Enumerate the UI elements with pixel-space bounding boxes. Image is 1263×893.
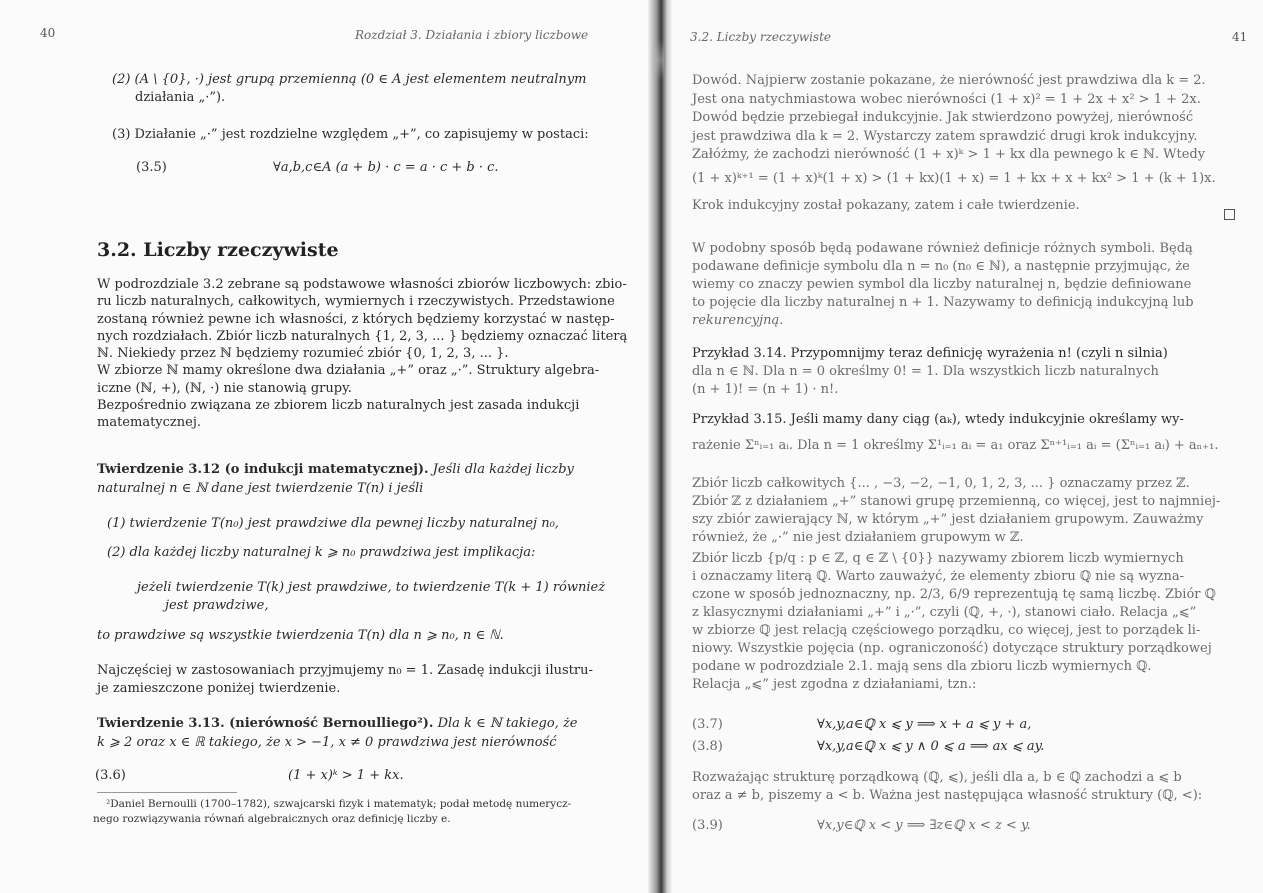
eq-3-7-number: (3.7) [692, 717, 723, 732]
running-header-left: Rozdział 3. Działania i zbiory liczbowe [355, 28, 589, 42]
after-theorem-line: je zamieszczone poniżej twierdzenie. [97, 681, 341, 696]
definitions-line: W podobny sposób będą podawane również definicje różnych symboli. Będą [692, 241, 1193, 256]
proof-line: jest prawdziwa dla k = 2. Wystarczy zatem sprawdzić drugi krok indukcyjny. [692, 128, 1198, 144]
footnote-line: nego rozwiązywania równań algebraicznych oraz definicję liczby e. [93, 813, 451, 825]
item-3: (3) Działanie „·” jest rozdzielne względem „+”, co zapisujemy w postaci: [112, 127, 589, 142]
theorem-3-12-title: Twierdzenie 3.12 (o indukcji matematycznej). [97, 462, 429, 477]
definitions-line: podawane definicje symbolu dla n = n₀ (n₀ ∈ ℕ), a następnie przyjmując, że [692, 259, 1190, 274]
order-line: Rozważając strukturę porządkową (ℚ, ⩽), jeśli dla a, b ∈ ℚ zachodzi a ⩽ b [692, 770, 1182, 785]
example-3-14-line: dla n ∈ ℕ. Dla n = 0 określmy 0! = 1. Dla wszystkich liczb naturalnych [692, 364, 1159, 379]
rationals-line: Zbiór liczb {p/q : p ∈ ℤ, q ∈ ℤ \ {0}} nazywamy zbiorem liczb wymiernych [692, 551, 1184, 566]
theorem-3-12-condition-2: (2) dla każdej liczby naturalnej k ⩾ n₀ prawdziwa jest implikacja: [107, 545, 536, 560]
theorem-3-12-implication-cont: jest prawdziwe, [165, 598, 269, 613]
intro-line: W zbiorze ℕ mamy określone dwa działania „+” oraz „·”. Struktury algebra- [97, 363, 600, 379]
theorem-3-12-line2: naturalnej n ∈ ℕ dane jest twierdzenie T(n) i jeśli [97, 481, 424, 496]
page-number-right: 41 [1232, 30, 1248, 44]
book-gutter [648, 0, 672, 893]
eq-3-9-number: (3.9) [692, 818, 723, 833]
qed-square-icon [1224, 209, 1235, 220]
theorem-3-12-implication: jeżeli twierdzenie T(k) jest prawdziwe, to twierdzenie T(k + 1) również [137, 580, 606, 595]
example-3-15 [692, 407, 1219, 459]
after-theorem-line: Najczęściej w zastosowaniach przyjmujemy n₀ = 1. Zasadę indukcji ilustru- [97, 663, 593, 678]
rationals-line: niowy. Wszystkie pojęcia (np. ograniczoność) dotyczące struktury porządkowej [692, 641, 1212, 656]
theorem-3-12-conclusion: to prawdziwe są wszystkie twierdzenia T(n) dla n ⩾ n₀, n ∈ ℕ. [97, 628, 504, 643]
rationals-line: w zbiorze ℚ jest relacją częściowego porządku, co więcej, jest to porządek li- [692, 623, 1201, 638]
example-3-14-line: (n + 1)! = (n + 1) · n!. [692, 382, 839, 397]
integers-line: szy zbiór zawierający ℕ, w którym „+” jest działaniem grupowym. Zauważmy [692, 512, 1204, 527]
proof-line: (1 + x)ᵏ⁺¹ = (1 + x)ᵏ(1 + x) > (1 + kx)(1 + x) = 1 + kx + x + kx² > 1 + (k + 1)x. [692, 170, 1216, 186]
integers-line: Zbiór liczb całkowitych {... , −3, −2, −1, 0, 1, 2, 3, ... } oznaczamy przez ℤ. [692, 476, 1190, 491]
example-3-14-line: Przykład 3.14. Przypomnijmy teraz definicję wyrażenia n! (czyli n silnia) [692, 346, 1168, 361]
item-2: (2) (A \ {0}, ·) jest grupą przemienną (0 ∈ A jest elementem neutralnym [112, 72, 587, 87]
proof-line: Krok indukcyjny został pokazany, zatem i całe twierdzenie. [692, 197, 1080, 213]
eq-3-5-number: (3.5) [136, 160, 167, 175]
eq-3-8-number: (3.8) [692, 739, 723, 754]
theorem-3-13-title: Twierdzenie 3.13. (nierówność Bernoulliego²). [97, 716, 434, 731]
rationals-line: z klasycznymi działaniami „+” i „·”, czyli (ℚ, +, ·), stanowi ciało. Relacja „⩽” [692, 605, 1197, 620]
intro-line: matematycznej. [97, 415, 201, 431]
theorem-3-13-heading [97, 716, 578, 732]
proof-line: Załóżmy, że zachodzi nierówność (1 + x)ᵏ > 1 + kx dla pewnego k ∈ ℕ. Wtedy [692, 147, 1206, 162]
rationals-line: i oznaczamy literą ℚ. Warto zauważyć, że elementy zbioru ℚ nie są wyzna- [692, 569, 1185, 584]
intro-line: iczne (ℕ, +), (ℕ, ·) nie stanowią grupy. [97, 380, 352, 396]
integers-line: również, że „·” nie jest działaniem grupowym w ℤ. [692, 530, 1024, 545]
example-3-14 [692, 345, 1168, 399]
example-3-15-line: rażenie Σⁿᵢ₌₁ aᵢ. Dla n = 1 określmy Σ¹ᵢ₌₁ aᵢ = a₁ oraz Σⁿ⁺¹ᵢ₌₁ aᵢ = (Σⁿᵢ₌₁ aᵢ) + aₙ₊₁. [692, 438, 1219, 453]
proof-line: Dowód będzie przebiegał indukcyjnie. Jak stwierdzono powyżej, nierówność [692, 110, 1194, 125]
footnote-rule [97, 792, 237, 793]
running-header-right: 3.2. Liczby rzeczywiste [690, 30, 832, 44]
proof-line: Dowód. Najpierw zostanie pokazane, że nierówność jest prawdziwa dla k = 2. [692, 73, 1206, 88]
definitions-paragraph [692, 240, 1194, 330]
intro-line: Bezpośrednio związana ze zbiorem liczb naturalnych jest zasada indukcji [97, 398, 580, 414]
page-number-left: 40 [40, 26, 56, 40]
eq-3-6-number: (3.6) [95, 768, 126, 783]
eq-3-6-formula: (1 + x)ᵏ > 1 + kx. [288, 768, 404, 783]
eq-3-9-formula: ∀x,y∈ℚ x < y ⟹ ∃z∈ℚ x < z < y. [817, 818, 1031, 833]
item-2-cont: działania „·”). [135, 90, 226, 105]
intro-line: zostaną również pewne ich własności, z których będziemy korzystać w następ- [97, 311, 615, 327]
theorem-3-13-lead: Dla k ∈ ℕ takiego, że [433, 716, 578, 731]
right-page [672, 0, 1263, 893]
rationals-line: czone w sposób jednoznaczny, np. 2/3, 6/9 reprezentują tę samą liczbę. Zbiór ℚ [692, 587, 1216, 602]
example-3-15-line: Przykład 3.15. Jeśli mamy dany ciąg (aₖ), wtedy indukcyjnie określamy wy- [692, 412, 1184, 427]
order-line: oraz a ≠ b, piszemy a < b. Ważna jest następująca własność struktury (ℚ, <): [692, 788, 1203, 803]
intro-line: ℕ. Niekiedy przez ℕ będziemy rozumieć zbiór {0, 1, 2, 3, ... }. [97, 346, 509, 362]
integers-line: Zbiór ℤ z działaniem „+” stanowi grupę przemienną, co więcej, jest to najmniej- [692, 494, 1221, 509]
intro-line: ru liczb naturalnych, całkowitych, wymiernych i rzeczywistych. Przedstawione [97, 294, 615, 310]
theorem-3-12-condition-1: (1) twierdzenie T(n₀) jest prawdziwe dla pewnej liczby naturalnej n₀, [107, 516, 559, 531]
footnote-line: ²Daniel Bernoulli (1700–1782), szwajcarski fizyk i matematyk; podał metodę numerycz- [106, 798, 572, 810]
section-title: 3.2. Liczby rzeczywiste [97, 239, 339, 261]
rationals-line: Relacja „⩽” jest zgodna z działaniami, tzn.: [692, 677, 977, 692]
definitions-line: wiemy co znaczy pewien symbol dla liczby naturalnej n, będzie definiowane [692, 277, 1192, 292]
theorem-3-12-heading [97, 462, 574, 478]
intro-line: nych rozdziałach. Zbiór liczb naturalnych {1, 2, 3, ... } będziemy oznaczać literą [97, 328, 628, 344]
definitions-line: to pojęcie dla liczby naturalnej n + 1. Nazywamy to definicją indukcyjną lub [692, 295, 1194, 310]
proof-line: Jest ona natychmiastowa wobec nierówności (1 + x)² = 1 + 2x + x² > 1 + 2x. [692, 91, 1201, 107]
theorem-3-12-lead: Jeśli dla każdej liczby [428, 462, 574, 477]
eq-3-7-formula: ∀x,y,a∈ℚ x ⩽ y ⟹ x + a ⩽ y + a, [817, 717, 1032, 732]
eq-3-5-formula: ∀a,b,c∈A (a + b) · c = a · c + b · c. [273, 160, 499, 175]
page-edge-mark [654, 40, 664, 80]
proof-paragraph [692, 72, 1216, 219]
eq-3-8-formula: ∀x,y,a∈ℚ x ⩽ y ∧ 0 ⩽ a ⟹ ax ⩽ ay. [817, 739, 1045, 754]
rationals-line: podane w podrozdziale 2.1. mają sens dla zbioru liczb wymiernych ℚ. [692, 659, 1152, 674]
definitions-line: rekurencyjną. [692, 313, 784, 328]
intro-line: W podrozdziale 3.2 zebrane są podstawowe własności zbiorów liczbowych: zbio- [97, 277, 627, 292]
intro-paragraph [97, 276, 627, 432]
integers-paragraph [692, 475, 1220, 547]
rationals-paragraph [692, 550, 1216, 694]
theorem-3-13-line2: k ⩾ 2 oraz x ∈ ℝ takiego, że x > −1, x ≠ 0 prawdziwa jest nierówność [97, 735, 557, 750]
